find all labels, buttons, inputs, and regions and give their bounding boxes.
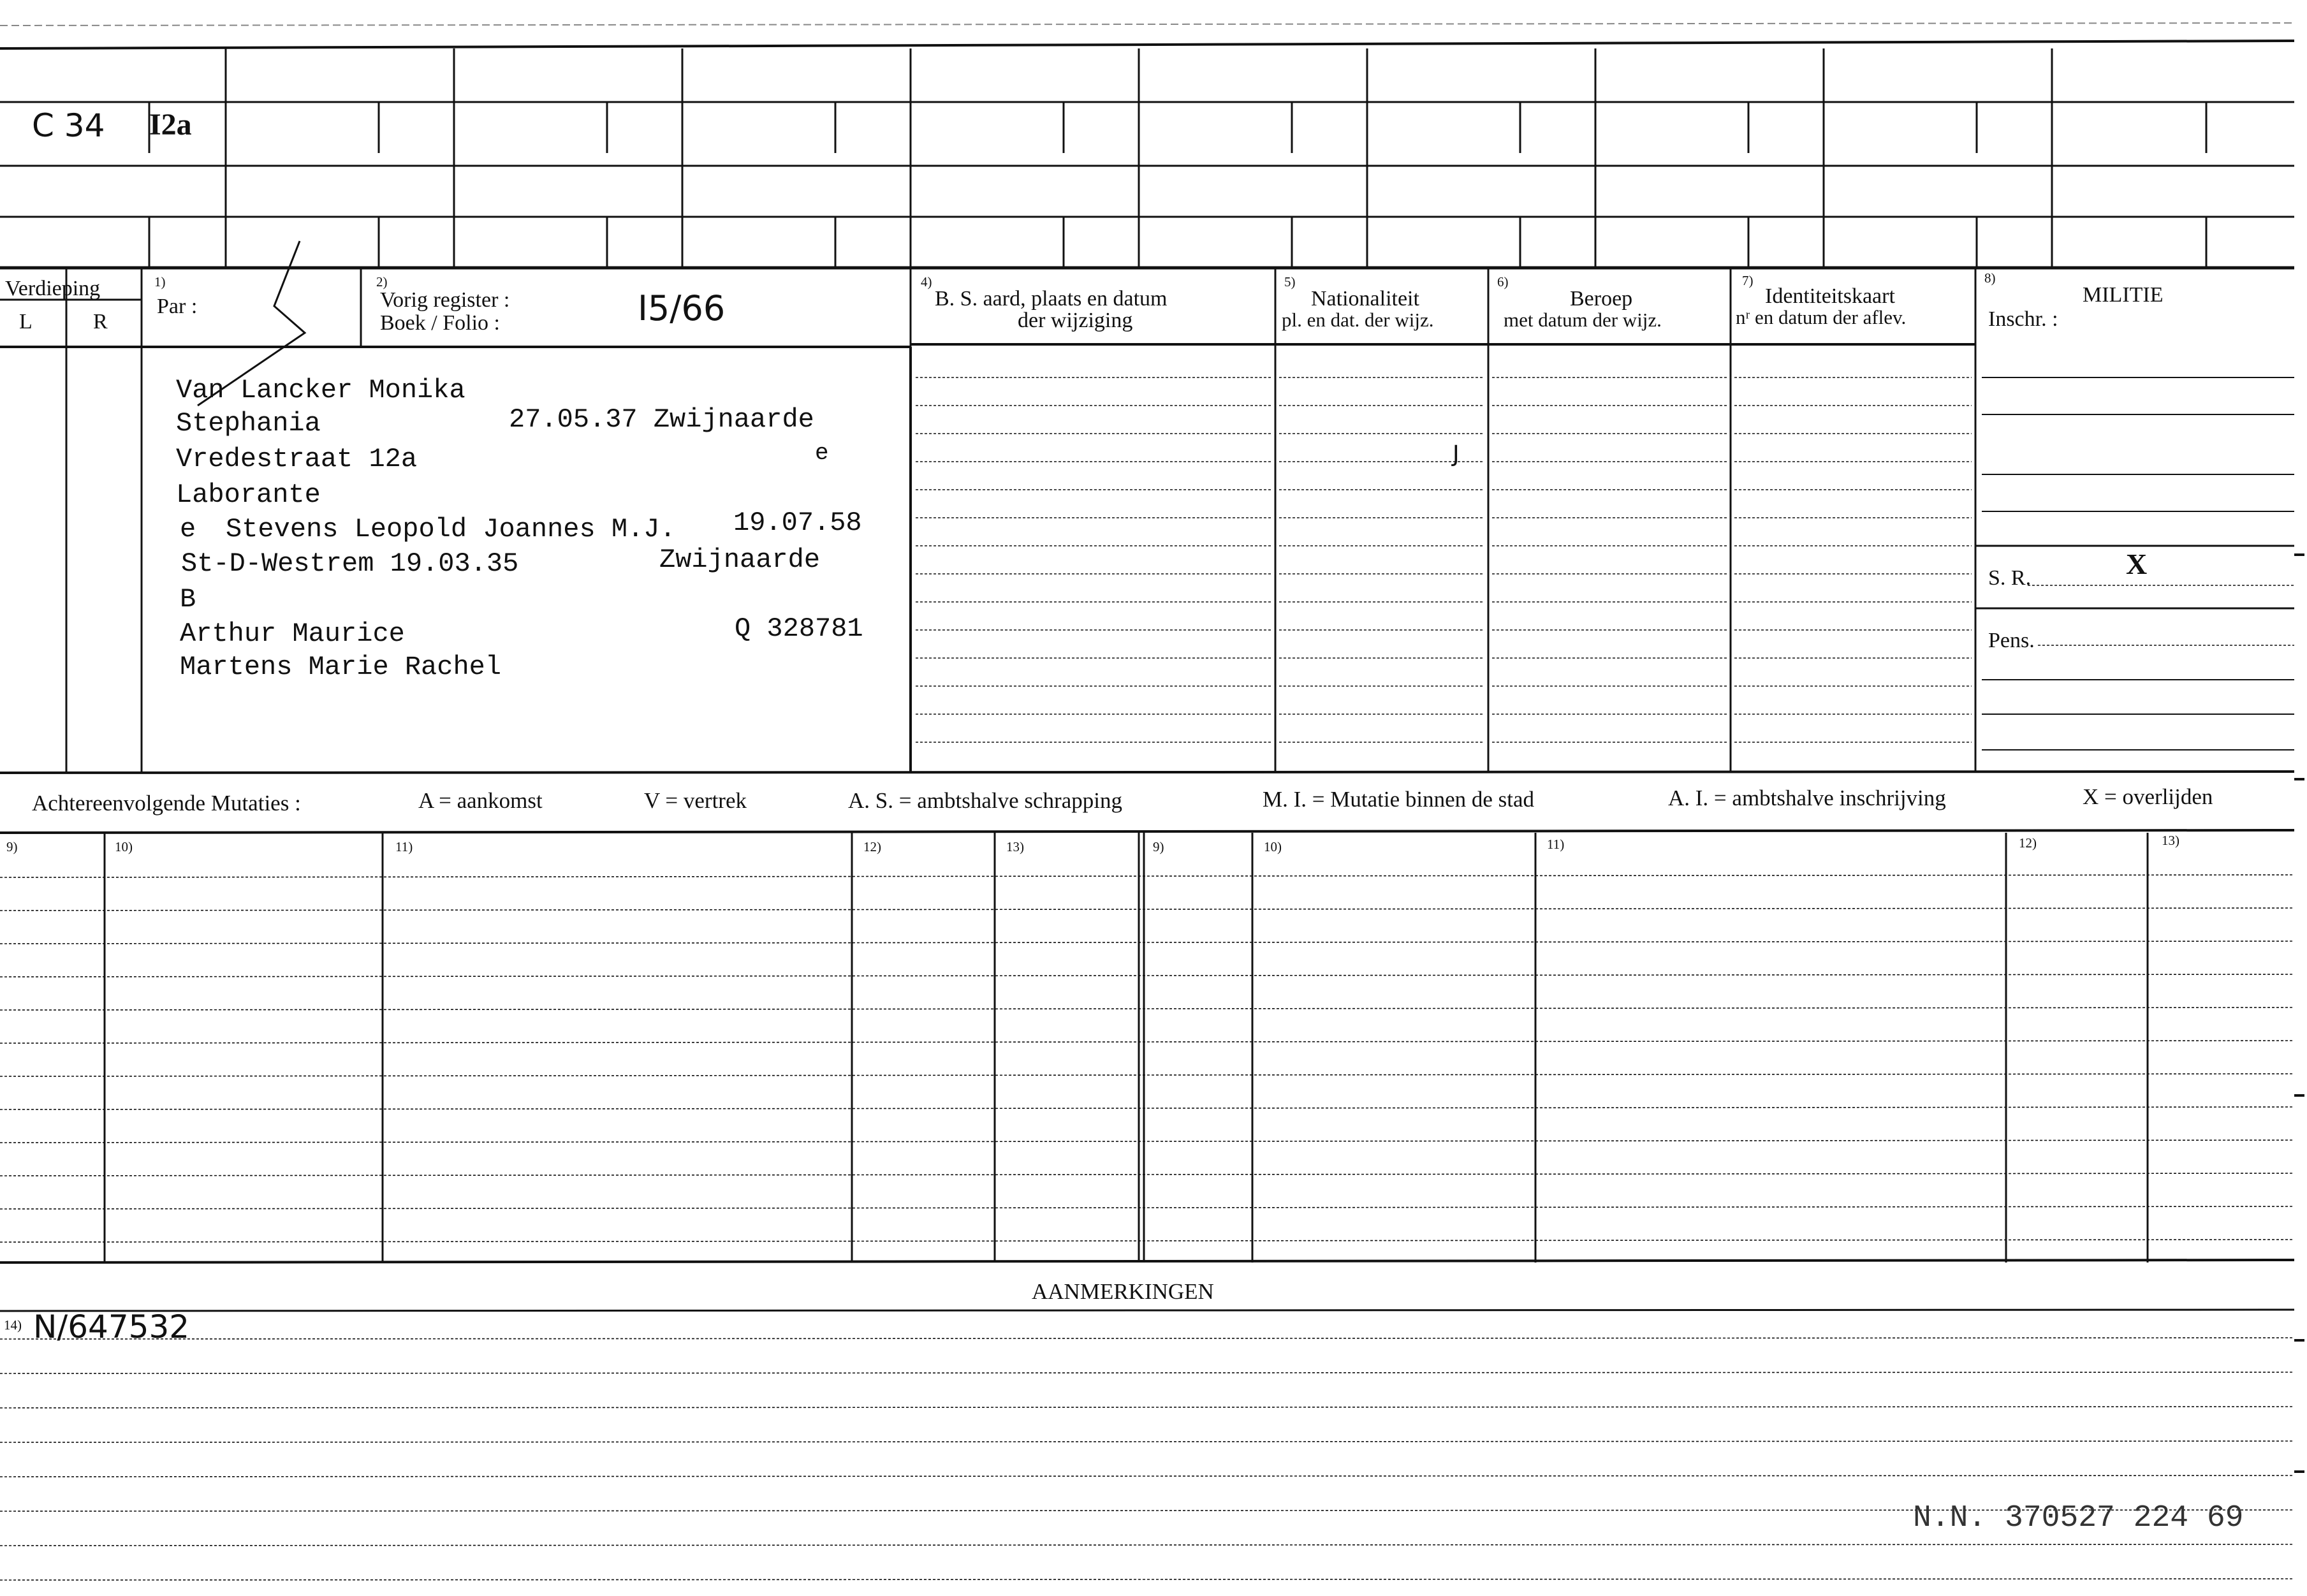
col4-number: 4) [921,274,932,289]
mut-left-col10: 10) [115,839,133,854]
mother-name: Martens Marie Rachel [180,652,502,682]
book-folio-value: I5/66 [638,288,726,328]
mutations-label: Achtereenvolgende Mutaties : [32,791,301,816]
occupation-title-2: met datum der wijz. [1504,309,1662,331]
col5-number: 5) [1284,274,1296,289]
marriage-place: Zwijnaarde [659,545,821,575]
mut-right-col12: 12) [2019,835,2037,851]
father-name: Arthur Maurice [180,619,405,649]
book-folio-label: Boek / Folio : [380,311,500,335]
card-code: C 34 [32,107,105,144]
legend-removal: A. S. = ambtshalve schrapping [848,788,1122,813]
inscription-label: Inschr. : [1988,307,2058,331]
militia-title: MILITIE [2083,283,2164,307]
mut-left-col11: 11) [395,839,413,854]
legend-departure: V = vertrek [644,788,747,813]
person-mark-e: e [815,440,829,466]
sr-value: X [2126,548,2148,580]
floor-label: Verdieping [5,277,101,300]
idcard-title-2: nʳ en datum der aflev. [1736,306,1907,328]
legend-registration: A. I. = ambtshalve inschrijving [1668,786,1946,810]
spouse-name: Stevens Leopold Joannes M.J. [226,514,676,545]
spouse-birth: St-D-Westrem 19.03.35 [181,548,519,579]
prev-register-label: Vorig register : [380,288,510,312]
col7-number: 7) [1742,273,1754,288]
remarks-title: AANMERKINGEN [1032,1279,1214,1304]
nationality-mark: J [1453,441,1460,467]
col1-number: 1) [154,274,166,289]
col6-number: 6) [1497,274,1509,289]
mut-left-col12: 12) [863,839,881,854]
civil-status: B [180,584,196,615]
person-name: Van Lancker Monika [176,375,465,406]
spouse-mark: e [180,514,196,545]
marriage-date: 19.07.58 [733,508,862,538]
mut-left-col9: 9) [6,839,18,854]
house-number: I2a [149,108,192,142]
mut-right-col11: 11) [1547,837,1565,852]
col2-number: 2) [376,274,388,289]
legend-city-mutation: M. I. = Mutatie binnen de stad [1263,787,1535,812]
person-occupation: Laborante [176,480,321,510]
mut-right-col9: 9) [1153,839,1164,854]
mut-left-col13: 13) [1006,839,1024,854]
nationality-title-1: Nationaliteit [1311,287,1419,311]
remarks-number: 14) [4,1317,22,1333]
nationality-title-2: pl. en dat. der wijz. [1282,309,1434,331]
col8-number: 8) [1984,270,1996,286]
floor-left-label: L [19,310,33,333]
person-birth: 27.05.37 Zwijnaarde [509,404,814,435]
mut-right-col10: 10) [1264,839,1282,854]
person-address: Vredestraat 12a [176,444,418,474]
mut-right-col13: 13) [2162,833,2179,848]
national-number: N.N. 370527 224 69 [1913,1501,2244,1535]
idcard-title-1: Identiteitskaart [1765,284,1895,308]
person-firstname: Stephania [176,408,321,439]
pens-label: Pens. [1988,629,2035,652]
bs-change-title-1: B. S. aard, plaats en datum [935,287,1168,311]
id-card-number: Q 328781 [735,613,863,644]
legend-arrival: A = aankomst [418,788,543,813]
floor-right-label: R [93,310,108,333]
par-label: Par : [157,295,198,318]
legend-death: X = overlijden [2083,784,2213,809]
sr-label: S. R. [1988,566,2032,590]
bs-change-title-2: der wijziging [1018,309,1133,332]
occupation-title-1: Beroep [1570,287,1633,311]
remarks-value: N/647532 [33,1308,190,1345]
